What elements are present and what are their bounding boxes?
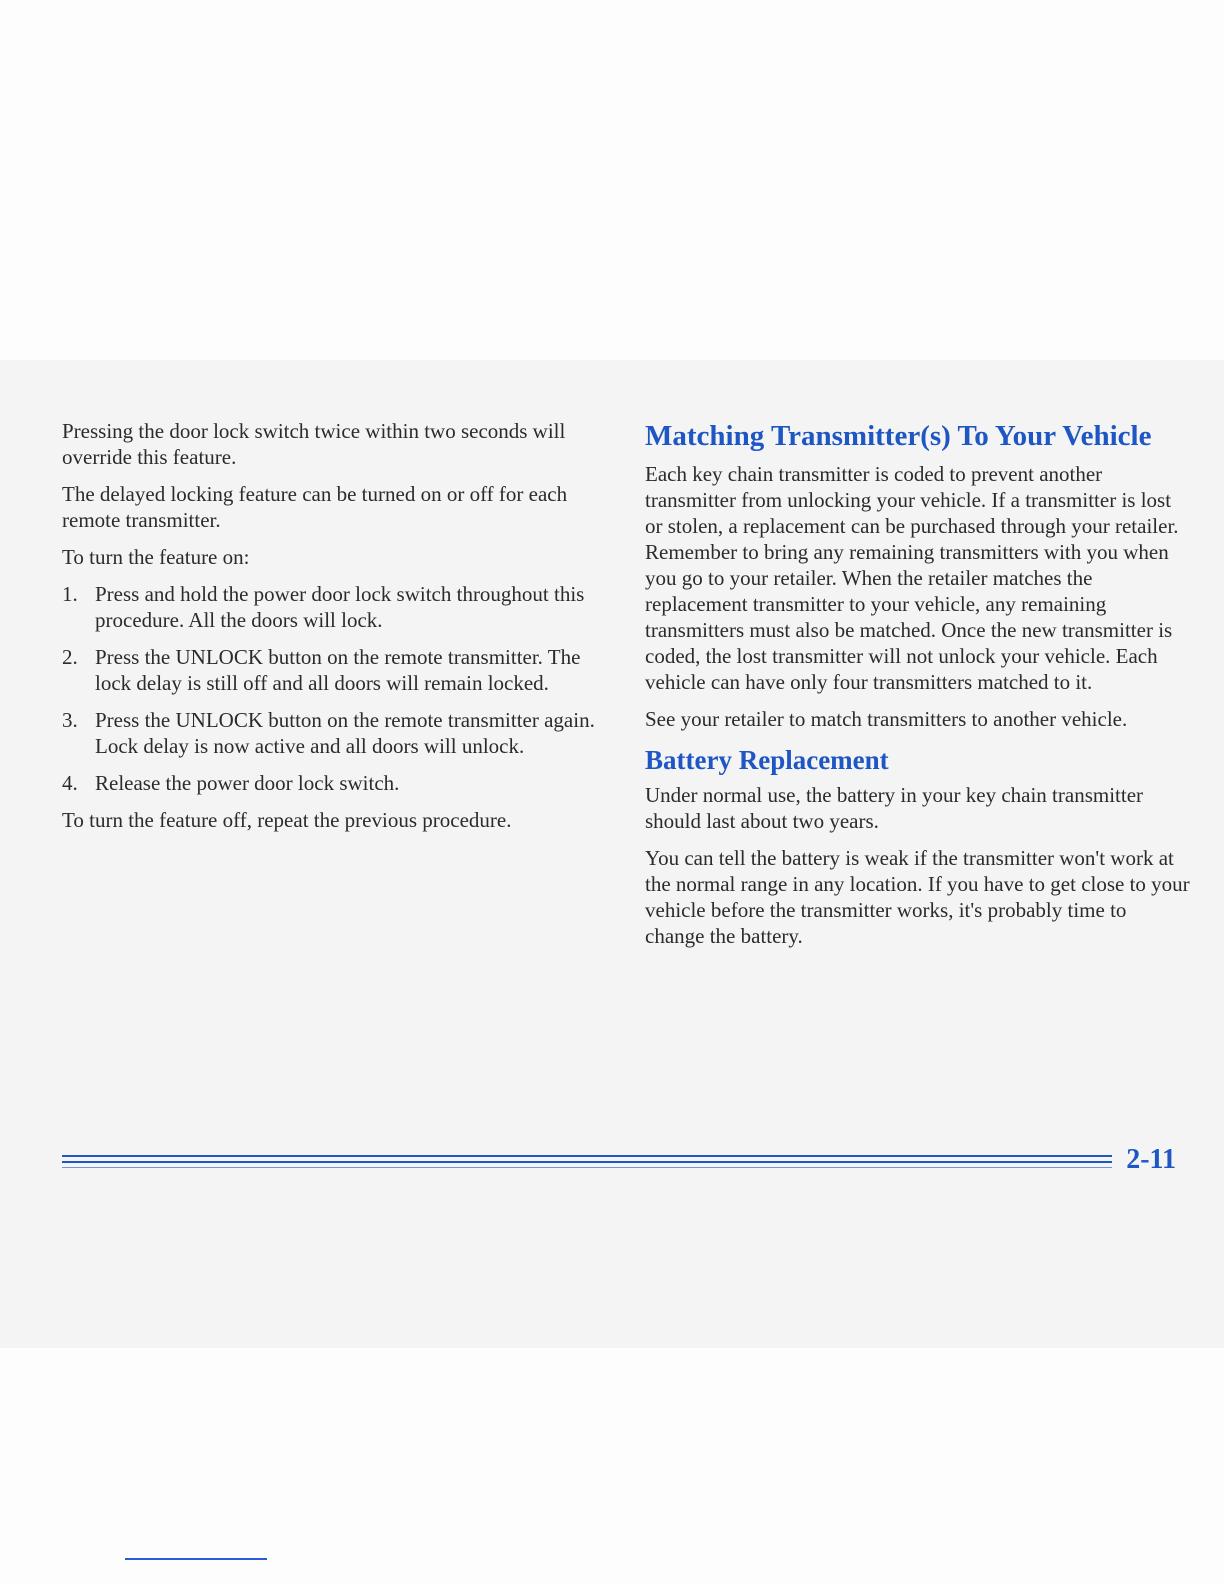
steps-list bbox=[62, 581, 610, 796]
step-number: 3. bbox=[62, 708, 78, 732]
page-number: 2-11 bbox=[1126, 1144, 1176, 1175]
left-column bbox=[62, 418, 610, 844]
list-item bbox=[62, 644, 610, 696]
step-number: 2. bbox=[62, 645, 78, 669]
matching-heading: Matching Transmitter(s) To Your Vehicle bbox=[645, 420, 1152, 452]
list-item bbox=[62, 770, 610, 796]
step-text: Press the UNLOCK button on the remote transmitter again. Lock delay is now active and all doors will unlock. bbox=[95, 708, 595, 758]
right-column bbox=[645, 418, 1190, 960]
feature-paragraph: The delayed locking feature can be turned on or off for each remote transmitter. bbox=[62, 482, 568, 532]
step-number: 1. bbox=[62, 582, 78, 606]
intro-paragraph: Pressing the door lock switch twice within two seconds will override this feature. bbox=[62, 419, 566, 469]
turn-on-label: To turn the feature on: bbox=[62, 545, 250, 569]
list-item bbox=[62, 581, 610, 633]
turn-off-paragraph: To turn the feature off, repeat the previous procedure. bbox=[62, 808, 512, 832]
list-item bbox=[62, 707, 610, 759]
battery-heading: Battery Replacement bbox=[645, 745, 889, 775]
footer-rule bbox=[62, 1161, 1112, 1163]
battery-paragraph-2: You can tell the battery is weak if the transmitter won't work at the normal range in any location. If you have to get close to your vehicle before the transmitter works, it's probably time to change the battery. bbox=[645, 846, 1190, 948]
footer-rule bbox=[62, 1155, 1112, 1157]
see-retailer-paragraph: See your retailer to match transmitters to another vehicle. bbox=[645, 707, 1128, 731]
step-text: Press the UNLOCK button on the remote transmitter. The lock delay is still off and all doors will remain locked. bbox=[95, 645, 581, 695]
battery-paragraph-1: Under normal use, the battery in your key chain transmitter should last about two years. bbox=[645, 783, 1144, 833]
step-number: 4. bbox=[62, 771, 78, 795]
footer-rule bbox=[62, 1167, 1112, 1168]
step-text: Press and hold the power door lock switch throughout this procedure. All the doors will lock. bbox=[95, 582, 585, 632]
step-text: Release the power door lock switch. bbox=[95, 771, 400, 795]
matching-paragraph: Each key chain transmitter is coded to prevent another transmitter from unlocking your vehicle. If a transmitter is lost or stolen, a replacement can be purchased through your retailer. Remember to bring any remaining transmitters with you when you go to your retailer. When the retailer matches the replacement transmitter to your vehicle, any remaining transmitters must also be matched. Once the new transmitter is coded, the lost transmitter will not unlock your vehicle. Each vehicle can have only four transmitters matched to it. bbox=[645, 462, 1179, 694]
bottom-link-underline[interactable] bbox=[125, 1558, 267, 1560]
